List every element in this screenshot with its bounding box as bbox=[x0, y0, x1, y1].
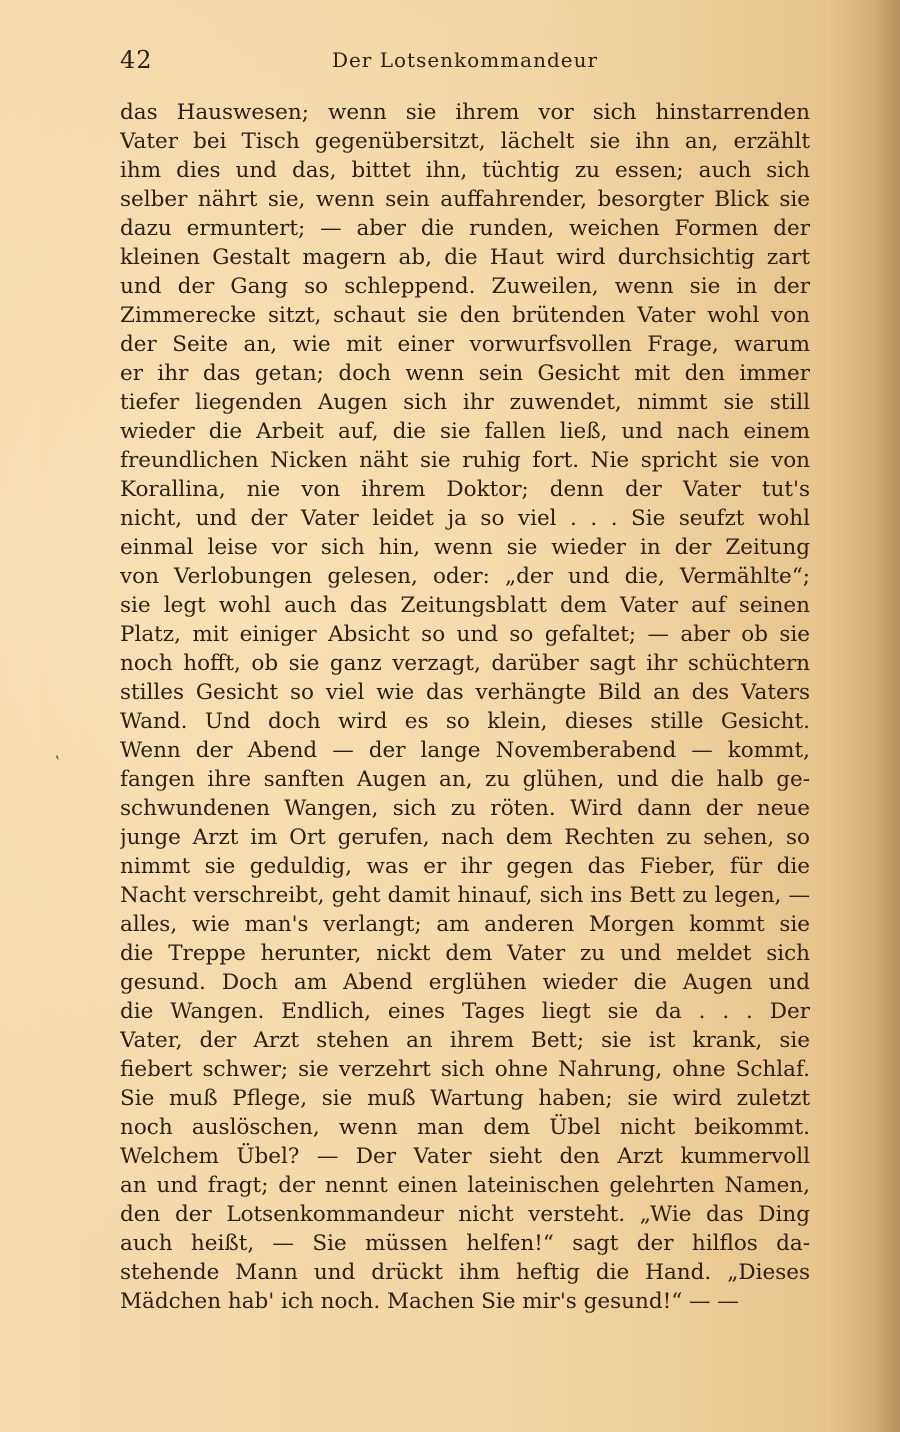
text-line: Korallina, nie von ihrem Doktor; denn der Vater tut's bbox=[120, 477, 810, 502]
text-line: Mädchen hab' ich noch. Machen Sie mir's gesund!“ — — bbox=[120, 1289, 739, 1314]
text-line: Nacht verschreibt, geht damit hinauf, sich ins Bett zu legen, — bbox=[120, 883, 810, 908]
margin-mark: ‛ bbox=[55, 752, 61, 771]
text-line: gesund. Doch am Abend erglühen wieder die Augen und bbox=[120, 970, 810, 995]
page-number: 42 bbox=[120, 46, 153, 74]
body-text bbox=[120, 98, 810, 1316]
text-line: Sie muß Pflege, sie muß Wartung haben; sie wird zuletzt bbox=[120, 1086, 810, 1111]
text-line: stehende Mann und drückt ihm heftig die Hand. „Dieses bbox=[120, 1260, 810, 1285]
running-head bbox=[120, 46, 810, 82]
text-line: sie legt wohl auch das Zeitungsblatt dem Vater auf seinen bbox=[120, 593, 810, 618]
text-line: dazu ermuntert; — aber die runden, weichen Formen der bbox=[120, 216, 810, 241]
text-line: selber nährt sie, wenn sein auffahrender, besorgter Blick sie bbox=[120, 187, 810, 212]
text-line: noch auslöschen, wenn man dem Übel nicht beikommt. bbox=[120, 1115, 810, 1140]
text-line: kleinen Gestalt magern ab, die Haut wird durchsichtig zart bbox=[120, 245, 810, 270]
text-line: von Verlobungen gelesen, oder: „der und die, Vermählte“; bbox=[120, 564, 810, 589]
text-line: nimmt sie geduldig, was er ihr gegen das Fieber, für die bbox=[120, 854, 810, 879]
text-line: Wand. Und doch wird es so klein, dieses stille Gesicht. bbox=[120, 709, 810, 734]
text-line: die Wangen. Endlich, eines Tages liegt sie da . . . Der bbox=[120, 999, 810, 1024]
text-line: fiebert schwer; sie verzehrt sich ohne Nahrung, ohne Schlaf. bbox=[120, 1057, 810, 1082]
text-line: das Hauswesen; wenn sie ihrem vor sich hinstarrenden bbox=[120, 100, 810, 125]
text-line: schwundenen Wangen, sich zu röten. Wird dann der neue bbox=[120, 796, 810, 821]
text-line: stilles Gesicht so viel wie das verhängte Bild an des Vaters bbox=[120, 680, 810, 705]
text-line: den der Lotsenkommandeur nicht versteht. „Wie das Ding bbox=[120, 1202, 810, 1227]
running-title: Der Lotsenkommandeur bbox=[331, 48, 599, 72]
text-line: Vater bei Tisch gegenübersitzt, lächelt sie ihn an, erzählt bbox=[120, 129, 810, 154]
text-line: auch heißt, — Sie müssen helfen!“ sagt der hilflos da- bbox=[120, 1231, 810, 1256]
text-line: er ihr das getan; doch wenn sein Gesicht mit den immer bbox=[120, 361, 810, 386]
text-line: Wenn der Abend — der lange Novemberabend — kommt, bbox=[120, 738, 810, 763]
text-line: und der Gang so schleppend. Zuweilen, wenn sie in der bbox=[120, 274, 810, 299]
text-line: die Treppe herunter, nickt dem Vater zu und meldet sich bbox=[120, 941, 810, 966]
text-line: alles, wie man's verlangt; am anderen Morgen kommt sie bbox=[120, 912, 810, 937]
text-line: junge Arzt im Ort gerufen, nach dem Rechten zu sehen, so bbox=[120, 825, 810, 850]
text-line: der Seite an, wie mit einer vorwurfsvollen Frage, warum bbox=[120, 332, 810, 357]
text-line: Zimmerecke sitzt, schaut sie den brütenden Vater wohl von bbox=[120, 303, 810, 328]
text-line: noch hofft, ob sie ganz verzagt, darüber sagt ihr schüchtern bbox=[120, 651, 810, 676]
text-line: nicht, und der Vater leidet ja so viel . . . Sie seufzt wohl bbox=[120, 506, 810, 531]
text-line: wieder die Arbeit auf, die sie fallen ließ, und nach einem bbox=[120, 419, 810, 444]
text-line: ihm dies und das, bittet ihn, tüchtig zu essen; auch sich bbox=[120, 158, 810, 183]
text-line: Vater, der Arzt stehen an ihrem Bett; sie ist krank, sie bbox=[120, 1028, 810, 1053]
page-edge-shadow bbox=[872, 0, 900, 1432]
text-line: fangen ihre sanften Augen an, zu glühen, und die halb ge- bbox=[120, 767, 810, 792]
text-line: tiefer liegenden Augen sich ihr zuwendet, nimmt sie still bbox=[120, 390, 810, 415]
text-line: Platz, mit einiger Absicht so und so gefaltet; — aber ob sie bbox=[120, 622, 810, 647]
text-line: an und fragt; der nennt einen lateinischen gelehrten Namen, bbox=[120, 1173, 810, 1198]
text-line: freundlichen Nicken näht sie ruhig fort. Nie spricht sie von bbox=[120, 448, 810, 473]
text-line: Welchem Übel? — Der Vater sieht den Arzt kummervoll bbox=[120, 1144, 810, 1169]
text-line: einmal leise vor sich hin, wenn sie wieder in der Zeitung bbox=[120, 535, 810, 560]
